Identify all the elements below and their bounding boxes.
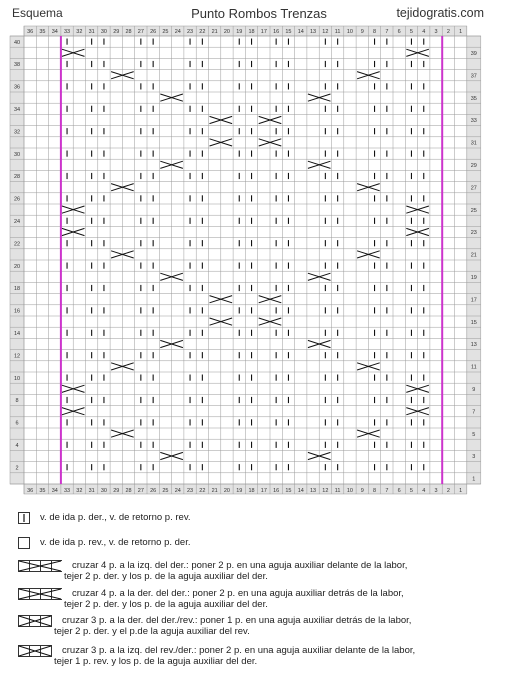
row-label-left: 26 <box>13 196 21 203</box>
column-label-bottom: 17 <box>260 488 267 494</box>
legend-text: cruzar 3 p. a la der. del der./rev.: poner 1 p. en una aguja auxiliar detrás de la labor, <box>62 615 412 626</box>
column-label-bottom: 15 <box>285 488 292 494</box>
row-label-right: 23 <box>470 230 477 237</box>
column-label-bottom: 5 <box>409 488 413 494</box>
column-label-bottom: 34 <box>51 488 58 494</box>
column-label-top: 18 <box>248 29 255 35</box>
row-label-left: 16 <box>13 308 21 315</box>
row-label-left: 12 <box>13 353 21 360</box>
row-label-left: 32 <box>13 129 21 136</box>
row-label-left: 20 <box>13 263 21 270</box>
column-label-bottom: 18 <box>248 488 255 494</box>
column-label-top: 16 <box>273 29 280 35</box>
chart-title: Punto Rombos Trenzas <box>191 6 327 21</box>
column-label-bottom: 22 <box>199 488 206 494</box>
column-label-bottom: 14 <box>297 488 304 494</box>
row-label-right: 15 <box>470 319 477 326</box>
row-label-left: 28 <box>13 174 21 181</box>
column-label-bottom: 29 <box>113 488 120 494</box>
row-label-right: 25 <box>470 207 477 214</box>
column-label-top: 28 <box>125 29 132 35</box>
column-label-top: 23 <box>186 29 194 35</box>
column-label-top: 34 <box>51 29 58 35</box>
legend-text-continued: tejer 2 p. der. y los p. de la aguja auxiliar del der. <box>64 599 268 610</box>
column-label-top: 12 <box>322 29 329 35</box>
cross-4-left-icon <box>18 560 62 572</box>
legend-text: v. de ida p. rev., v. de retorno p. der. <box>40 537 191 548</box>
row-label-right: 11 <box>470 364 477 371</box>
column-label-top: 27 <box>137 29 144 35</box>
column-label-bottom: 1 <box>459 488 463 494</box>
column-label-bottom: 31 <box>88 488 95 494</box>
column-label-bottom: 7 <box>385 488 389 494</box>
row-label-left: 30 <box>13 151 21 158</box>
column-label-bottom: 36 <box>27 488 34 494</box>
column-label-top: 35 <box>39 29 46 35</box>
column-label-top: 36 <box>27 29 34 35</box>
legend-text-continued: tejer 2 p. der. y los p. de la aguja auxiliar del der. <box>64 571 268 582</box>
column-label-bottom: 19 <box>236 488 243 494</box>
column-label-top: 15 <box>285 29 292 35</box>
row-label-right: 1 <box>472 476 476 483</box>
column-label-top: 33 <box>63 29 71 35</box>
legend-text-continued: tejer 1 p. rev. y los p. de la aguja auxiliar del der. <box>54 656 258 667</box>
column-label-top: 14 <box>297 29 304 35</box>
row-label-left: 40 <box>13 39 21 46</box>
column-label-bottom: 13 <box>309 488 317 494</box>
row-label-right: 9 <box>472 387 476 394</box>
column-label-bottom: 16 <box>273 488 280 494</box>
column-label-bottom: 23 <box>186 488 194 494</box>
column-label-bottom: 21 <box>211 488 218 494</box>
row-label-right: 33 <box>470 118 477 125</box>
row-label-left: 6 <box>15 420 19 427</box>
site-name: tejidogratis.com <box>396 6 484 20</box>
column-label-bottom: 11 <box>334 488 341 494</box>
column-label-bottom: 2 <box>446 488 450 494</box>
column-label-bottom: 28 <box>125 488 132 494</box>
column-label-top: 7 <box>385 29 389 35</box>
column-label-bottom: 10 <box>346 488 354 494</box>
column-label-top: 22 <box>199 29 206 35</box>
legend-text: cruzar 3 p. a la izq. del rev./der.: poner 2 p. en una aguja auxiliar delante de la labor, <box>62 645 416 656</box>
column-label-top: 3 <box>434 29 438 35</box>
column-label-top: 21 <box>211 29 218 35</box>
column-label-bottom: 6 <box>397 488 401 494</box>
column-label-top: 6 <box>397 29 401 35</box>
column-label-top: 30 <box>100 29 108 35</box>
row-label-left: 18 <box>13 286 21 293</box>
column-label-bottom: 33 <box>63 488 71 494</box>
column-label-bottom: 25 <box>162 488 169 494</box>
row-label-right: 29 <box>470 163 477 170</box>
row-label-left: 36 <box>13 84 21 91</box>
column-label-top: 32 <box>76 29 83 35</box>
column-label-bottom: 20 <box>223 488 231 494</box>
column-label-top: 20 <box>223 29 231 35</box>
column-label-top: 29 <box>113 29 120 35</box>
column-label-top: 24 <box>174 29 181 35</box>
column-label-top: 25 <box>162 29 169 35</box>
row-label-right: 21 <box>470 252 477 259</box>
column-label-bottom: 3 <box>434 488 438 494</box>
row-label-right: 27 <box>470 185 477 192</box>
row-label-left: 14 <box>13 331 21 338</box>
legend-text-continued: tejer 2 p. der. y el p.de la aguja auxiliar del rev. <box>54 626 250 637</box>
legend-text: cruzar 4 p. a la der. del der.: poner 2 p. en una aguja auxiliar detrás de la labor, <box>72 588 404 599</box>
row-label-left: 22 <box>13 241 21 248</box>
row-label-right: 35 <box>470 95 477 102</box>
row-label-left: 24 <box>13 219 21 226</box>
column-label-bottom: 12 <box>322 488 329 494</box>
cross-3-right-purl-icon <box>18 615 52 627</box>
row-label-left: 10 <box>13 375 21 382</box>
column-label-bottom: 26 <box>150 488 157 494</box>
cross-4-right-icon <box>18 588 62 600</box>
row-label-right: 37 <box>470 73 477 80</box>
legend-text: cruzar 4 p. a la izq. del der.: poner 2 p. en una aguja auxiliar delante de la labor, <box>72 560 408 571</box>
row-label-right: 5 <box>472 431 476 438</box>
row-label-right: 19 <box>470 275 477 282</box>
column-label-top: 26 <box>150 29 157 35</box>
row-label-right: 31 <box>470 140 477 147</box>
column-label-top: 31 <box>88 29 95 35</box>
knit-stitch-icon <box>18 512 30 524</box>
row-label-right: 39 <box>470 51 477 58</box>
column-label-top: 1 <box>459 29 463 35</box>
column-label-bottom: 32 <box>76 488 83 494</box>
column-label-top: 17 <box>260 29 267 35</box>
row-label-left: 8 <box>15 398 19 405</box>
row-label-right: 7 <box>472 409 476 416</box>
cross-3-left-purl-icon <box>18 645 52 657</box>
column-label-top: 19 <box>236 29 243 35</box>
column-label-bottom: 9 <box>360 488 364 494</box>
column-label-top: 4 <box>422 29 426 35</box>
row-label-left: 2 <box>15 465 19 472</box>
legend-text: v. de ida p. der., v. de retorno p. rev. <box>40 512 191 523</box>
column-label-top: 10 <box>346 29 354 35</box>
column-label-bottom: 8 <box>373 488 377 494</box>
row-label-left: 38 <box>13 62 21 69</box>
column-label-top: 5 <box>409 29 413 35</box>
row-label-left: 34 <box>13 107 21 114</box>
column-label-bottom: 4 <box>422 488 426 494</box>
row-label-right: 13 <box>470 342 477 349</box>
column-label-top: 11 <box>334 29 341 35</box>
chart-label-left: Esquema <box>12 6 63 20</box>
column-label-top: 2 <box>446 29 450 35</box>
column-label-bottom: 27 <box>137 488 144 494</box>
column-label-bottom: 35 <box>39 488 46 494</box>
column-label-bottom: 30 <box>100 488 108 494</box>
column-label-top: 13 <box>309 29 317 35</box>
column-label-top: 9 <box>360 29 364 35</box>
column-label-top: 8 <box>373 29 377 35</box>
row-label-right: 17 <box>470 297 477 304</box>
row-label-right: 3 <box>472 454 476 461</box>
row-label-left: 4 <box>15 443 19 450</box>
column-label-bottom: 24 <box>174 488 181 494</box>
empty-square-icon <box>18 537 30 549</box>
